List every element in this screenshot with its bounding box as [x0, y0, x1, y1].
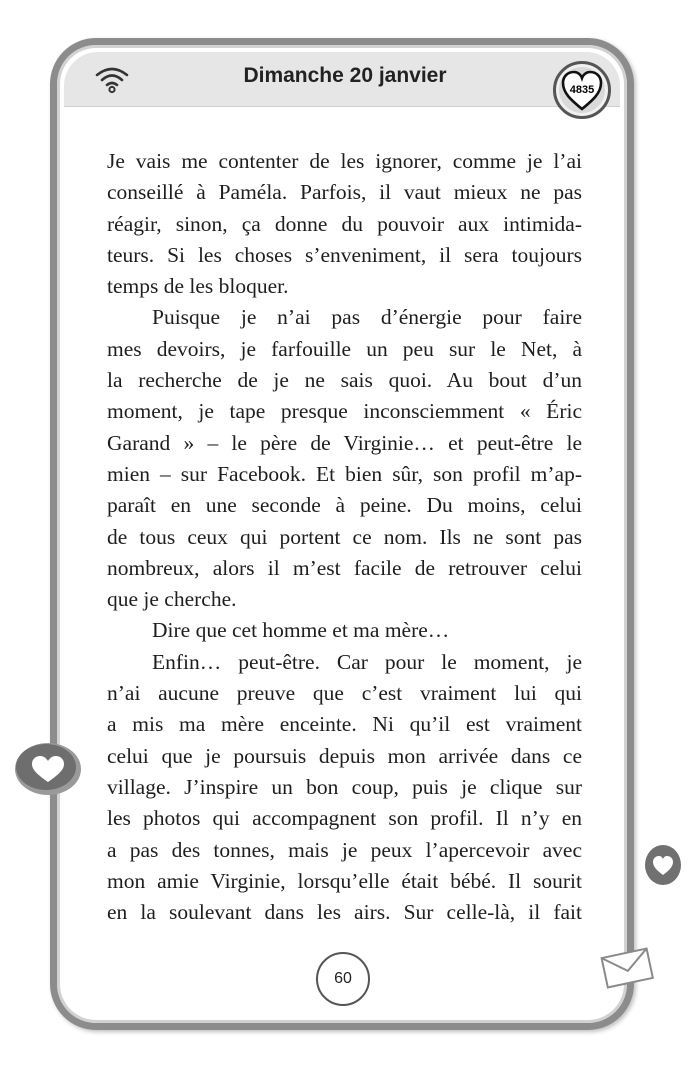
text-line: nombreux, alors il m’est facile de retrouver celui	[107, 555, 582, 580]
text-line: la recherche de je ne sais quoi. Au bout d’un	[107, 368, 582, 393]
notification-badge[interactable]	[553, 61, 611, 119]
side-heart-button[interactable]	[10, 738, 84, 798]
text-line: a mis ma mère enceinte. Ni qu’il est vraiment	[107, 712, 582, 737]
header-date: Dimanche 20 janvier	[243, 64, 447, 87]
text-line: de tous ceux qui portent ce nom. Ils ne sont pas	[107, 524, 582, 549]
text-line: celui que je poursuis depuis mon arrivée dans ce	[107, 743, 582, 768]
text-line: n’ai aucune preuve que c’est vraiment lui qui	[107, 681, 582, 706]
text-line: les photos qui accompagnent son profil. Il n’y en	[107, 806, 582, 831]
wifi-icon	[94, 64, 130, 94]
text-line: Dire que cet homme et ma mère…	[152, 618, 450, 643]
text-line: réagir, sinon, ça donne du pouvoir aux intimida-	[107, 211, 582, 236]
side-heart-button-right[interactable]	[643, 842, 683, 888]
text-line: Enfin… peut-être. Car pour le moment, je	[152, 649, 582, 674]
envelope-icon[interactable]	[600, 945, 654, 989]
text-line: paraît en une seconde à peine. Du moins, celui	[107, 493, 582, 518]
page-number: 60	[316, 952, 370, 1006]
text-line: Je vais me contenter de les ignorer, comme je l’ai	[107, 149, 582, 173]
badge-count: 4835	[569, 84, 595, 96]
text-line: a pas des tonnes, mais je peux l’apercevoir avec	[107, 837, 582, 862]
text-line: mien – sur Facebook. Et bien sûr, son profil m’ap-	[107, 461, 582, 486]
text-line: teurs. Si les choses s’enveniment, il sera toujours	[107, 242, 582, 267]
page-body	[107, 146, 582, 928]
text-line: temps de les bloquer.	[107, 274, 289, 299]
text-line: moment, je tape presque inconsciemment « Éric	[107, 399, 582, 424]
text-line: village. J’inspire un bon coup, puis je clique sur	[107, 774, 582, 799]
text-line: Garand » – le père de Virginie… et peut-être le	[107, 430, 582, 455]
text-line: mes devoirs, je farfouille un peu sur le Net, à	[107, 336, 582, 361]
text-line: Puisque je n’ai pas d’énergie pour faire	[152, 305, 582, 330]
text-line: que je cherche.	[107, 587, 237, 612]
text-line: mon amie Virginie, lorsqu’elle était bébé. Il sourit	[107, 868, 582, 893]
text-line: conseillé à Paméla. Parfois, il vaut mieux ne pas	[107, 180, 582, 205]
text-line: en la soulevant dans les airs. Sur celle-là, il fait	[107, 900, 582, 925]
